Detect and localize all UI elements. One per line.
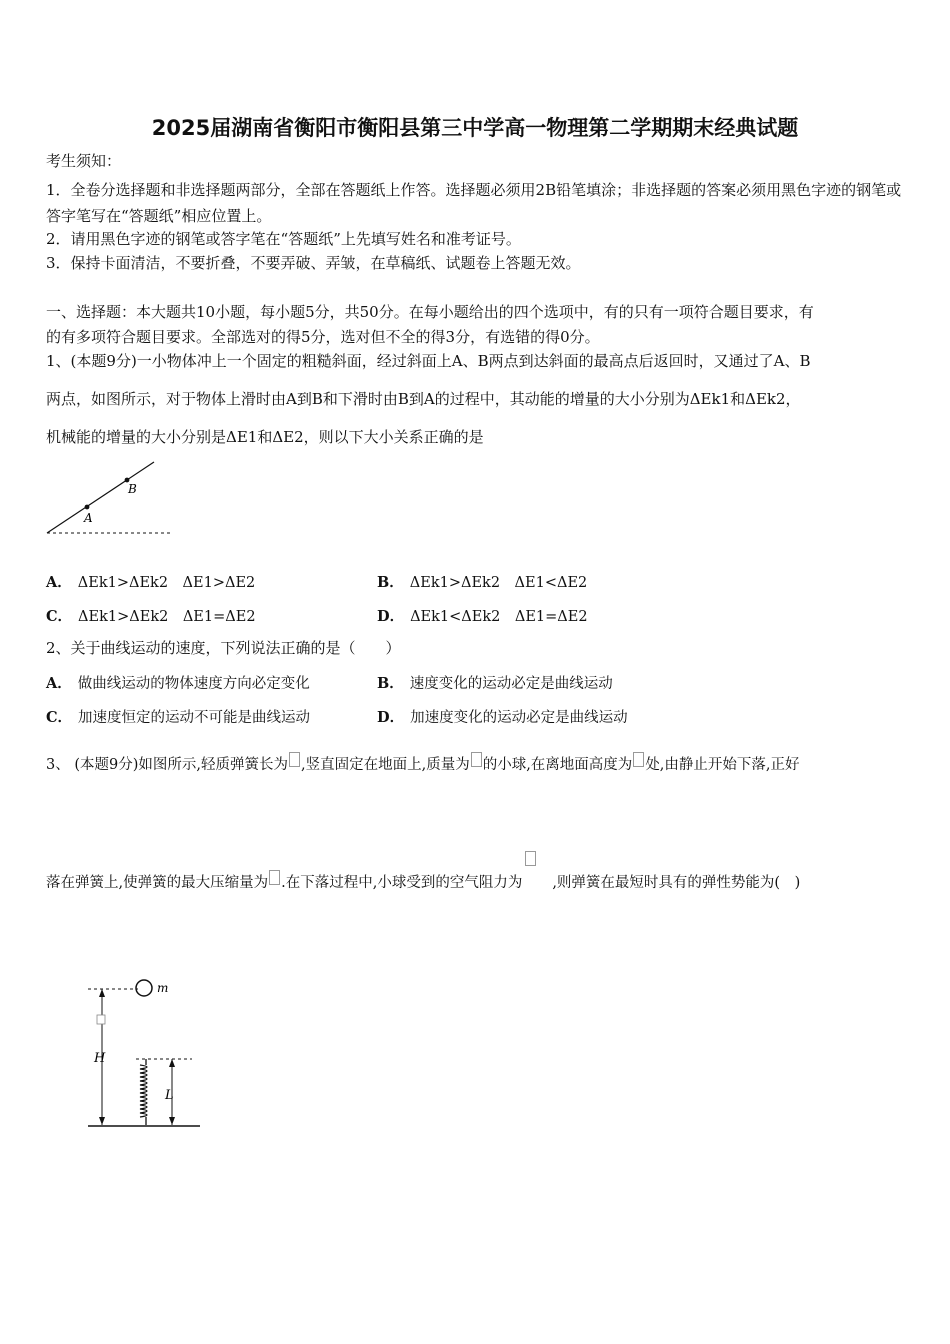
incline-line [47, 462, 154, 533]
option-letter: C． [46, 608, 73, 625]
height-arrow-top [99, 989, 105, 997]
spring-figure [80, 975, 220, 1135]
height-arrow-bottom [99, 1117, 105, 1125]
incline-figure [40, 455, 180, 540]
option-letter: B． [377, 574, 404, 591]
option-letter: D． [377, 608, 405, 625]
option-text: 加速度变化的运动必定是曲线运动 [410, 710, 628, 726]
q3-text-part: 处,由静止开始下落,正好 [645, 757, 800, 773]
q2-option-d[interactable] [377, 706, 628, 727]
point-a [85, 505, 90, 510]
option-letter: A． [46, 675, 72, 692]
q3-text-part: ,则弹簧在最短时具有的弹性势能为( ) [552, 875, 801, 891]
option-text: 做曲线运动的物体速度方向必定变化 [77, 676, 310, 692]
q3-text-part: .在下落过程中,小球受到的空气阻力为 [281, 875, 523, 891]
q1-stem-line-3: 机械能的增量的大小分别是ΔE1和ΔE2，则以下大小关系正确的是 [46, 428, 484, 446]
page-title: 2025届湖南省衡阳市衡阳县第三中学高一物理第二学期期末经典试题 [151, 116, 799, 140]
option-letter: B． [377, 675, 404, 692]
missing-formula-icon [633, 752, 644, 767]
missing-formula-icon [471, 752, 482, 767]
q1-option-b[interactable] [377, 571, 587, 592]
notice-item-3: 3．保持卡面清洁，不要折叠，不要弄破、弄皱，在草稿纸、试题卷上答题无效。 [46, 254, 581, 272]
q1-option-a[interactable] [46, 571, 255, 592]
option-text: ΔEk1<ΔEk2 ΔE1=ΔE2 [410, 609, 588, 625]
q3-text-part: ,竖直固定在地面上,质量为 [300, 757, 470, 773]
notice-item-1: 1．全卷分选择题和非选择题两部分，全部在答题纸上作答。选择题必须用2B铅笔填涂；非选择题的答案必须用黑色字迹的钢笔或答字笔写在“答题纸”相应位置上。 [46, 181, 902, 225]
q1-stem-line-1: 1、(本题9分)一小物体冲上一个固定的粗糙斜面，经过斜面上A、B两点到达斜面的最高点后返回时，又通过了A、B [46, 352, 811, 370]
q1-option-d[interactable] [377, 605, 588, 626]
missing-formula-icon [289, 752, 300, 767]
option-text: ΔEk1>ΔEk2 ΔE1>ΔE2 [77, 575, 256, 591]
q3-text-part: 3、 (本题9分)如图所示,轻质弹簧长为 [46, 757, 288, 773]
length-arrow-top [169, 1059, 175, 1067]
option-text: 加速度恒定的运动不可能是曲线运动 [78, 710, 311, 726]
missing-formula-icon [269, 870, 280, 885]
notice-heading: 考生须知： [46, 152, 122, 170]
spring [140, 1059, 147, 1125]
q2-option-a[interactable] [46, 672, 310, 693]
q2-stem: 2、关于曲线运动的速度，下列说法正确的是（ ） [46, 639, 401, 657]
q2-option-c[interactable] [46, 706, 310, 727]
option-letter: D． [377, 709, 405, 726]
option-letter: A． [46, 574, 72, 591]
notice-item-2: 2．请用黑色字迹的钢笔或答字笔在“答题纸”上先填写姓名和准考证号。 [46, 230, 521, 248]
option-text: 速度变化的运动必定是曲线运动 [409, 676, 613, 692]
label-a: A [84, 511, 93, 525]
missing-label-icon [97, 1015, 105, 1024]
ball [136, 980, 152, 996]
q3-text-part: 落在弹簧上,使弹簧的最大压缩量为 [46, 875, 269, 891]
q1-option-c[interactable] [46, 605, 256, 626]
q3-stem-line-2 [46, 870, 800, 893]
label-l: L [165, 1088, 174, 1103]
missing-fraction-icon [522, 873, 552, 887]
q1-stem-line-2: 两点，如图所示，对于物体上滑时由A到B和下滑时由B到A的过程中，其动能的增量的大小分别为ΔEk1和ΔEk2， [46, 390, 801, 408]
q2-option-b[interactable] [377, 672, 613, 693]
option-letter: C． [46, 709, 73, 726]
option-text: ΔEk1>ΔEk2 ΔE1<ΔE2 [409, 575, 588, 591]
label-h: H [94, 1051, 106, 1066]
option-text: ΔEk1>ΔEk2 ΔE1=ΔE2 [78, 609, 256, 625]
q3-text-part: 的小球,在离地面高度为 [482, 757, 633, 773]
q3-stem-line-1 [46, 752, 800, 775]
section-heading-line-2: 的有多项符合题目要求。全部选对的得5分，选对但不全的得3分，有选错的得0分。 [46, 328, 600, 346]
length-arrow-bottom [169, 1117, 175, 1125]
label-b: B [128, 482, 137, 496]
section-heading-line-1: 一、选择题：本大题共10小题，每小题5分，共50分。在每小题给出的四个选项中，有的只有一项符合题目要求，有 [46, 303, 814, 321]
label-m: m [157, 981, 169, 995]
